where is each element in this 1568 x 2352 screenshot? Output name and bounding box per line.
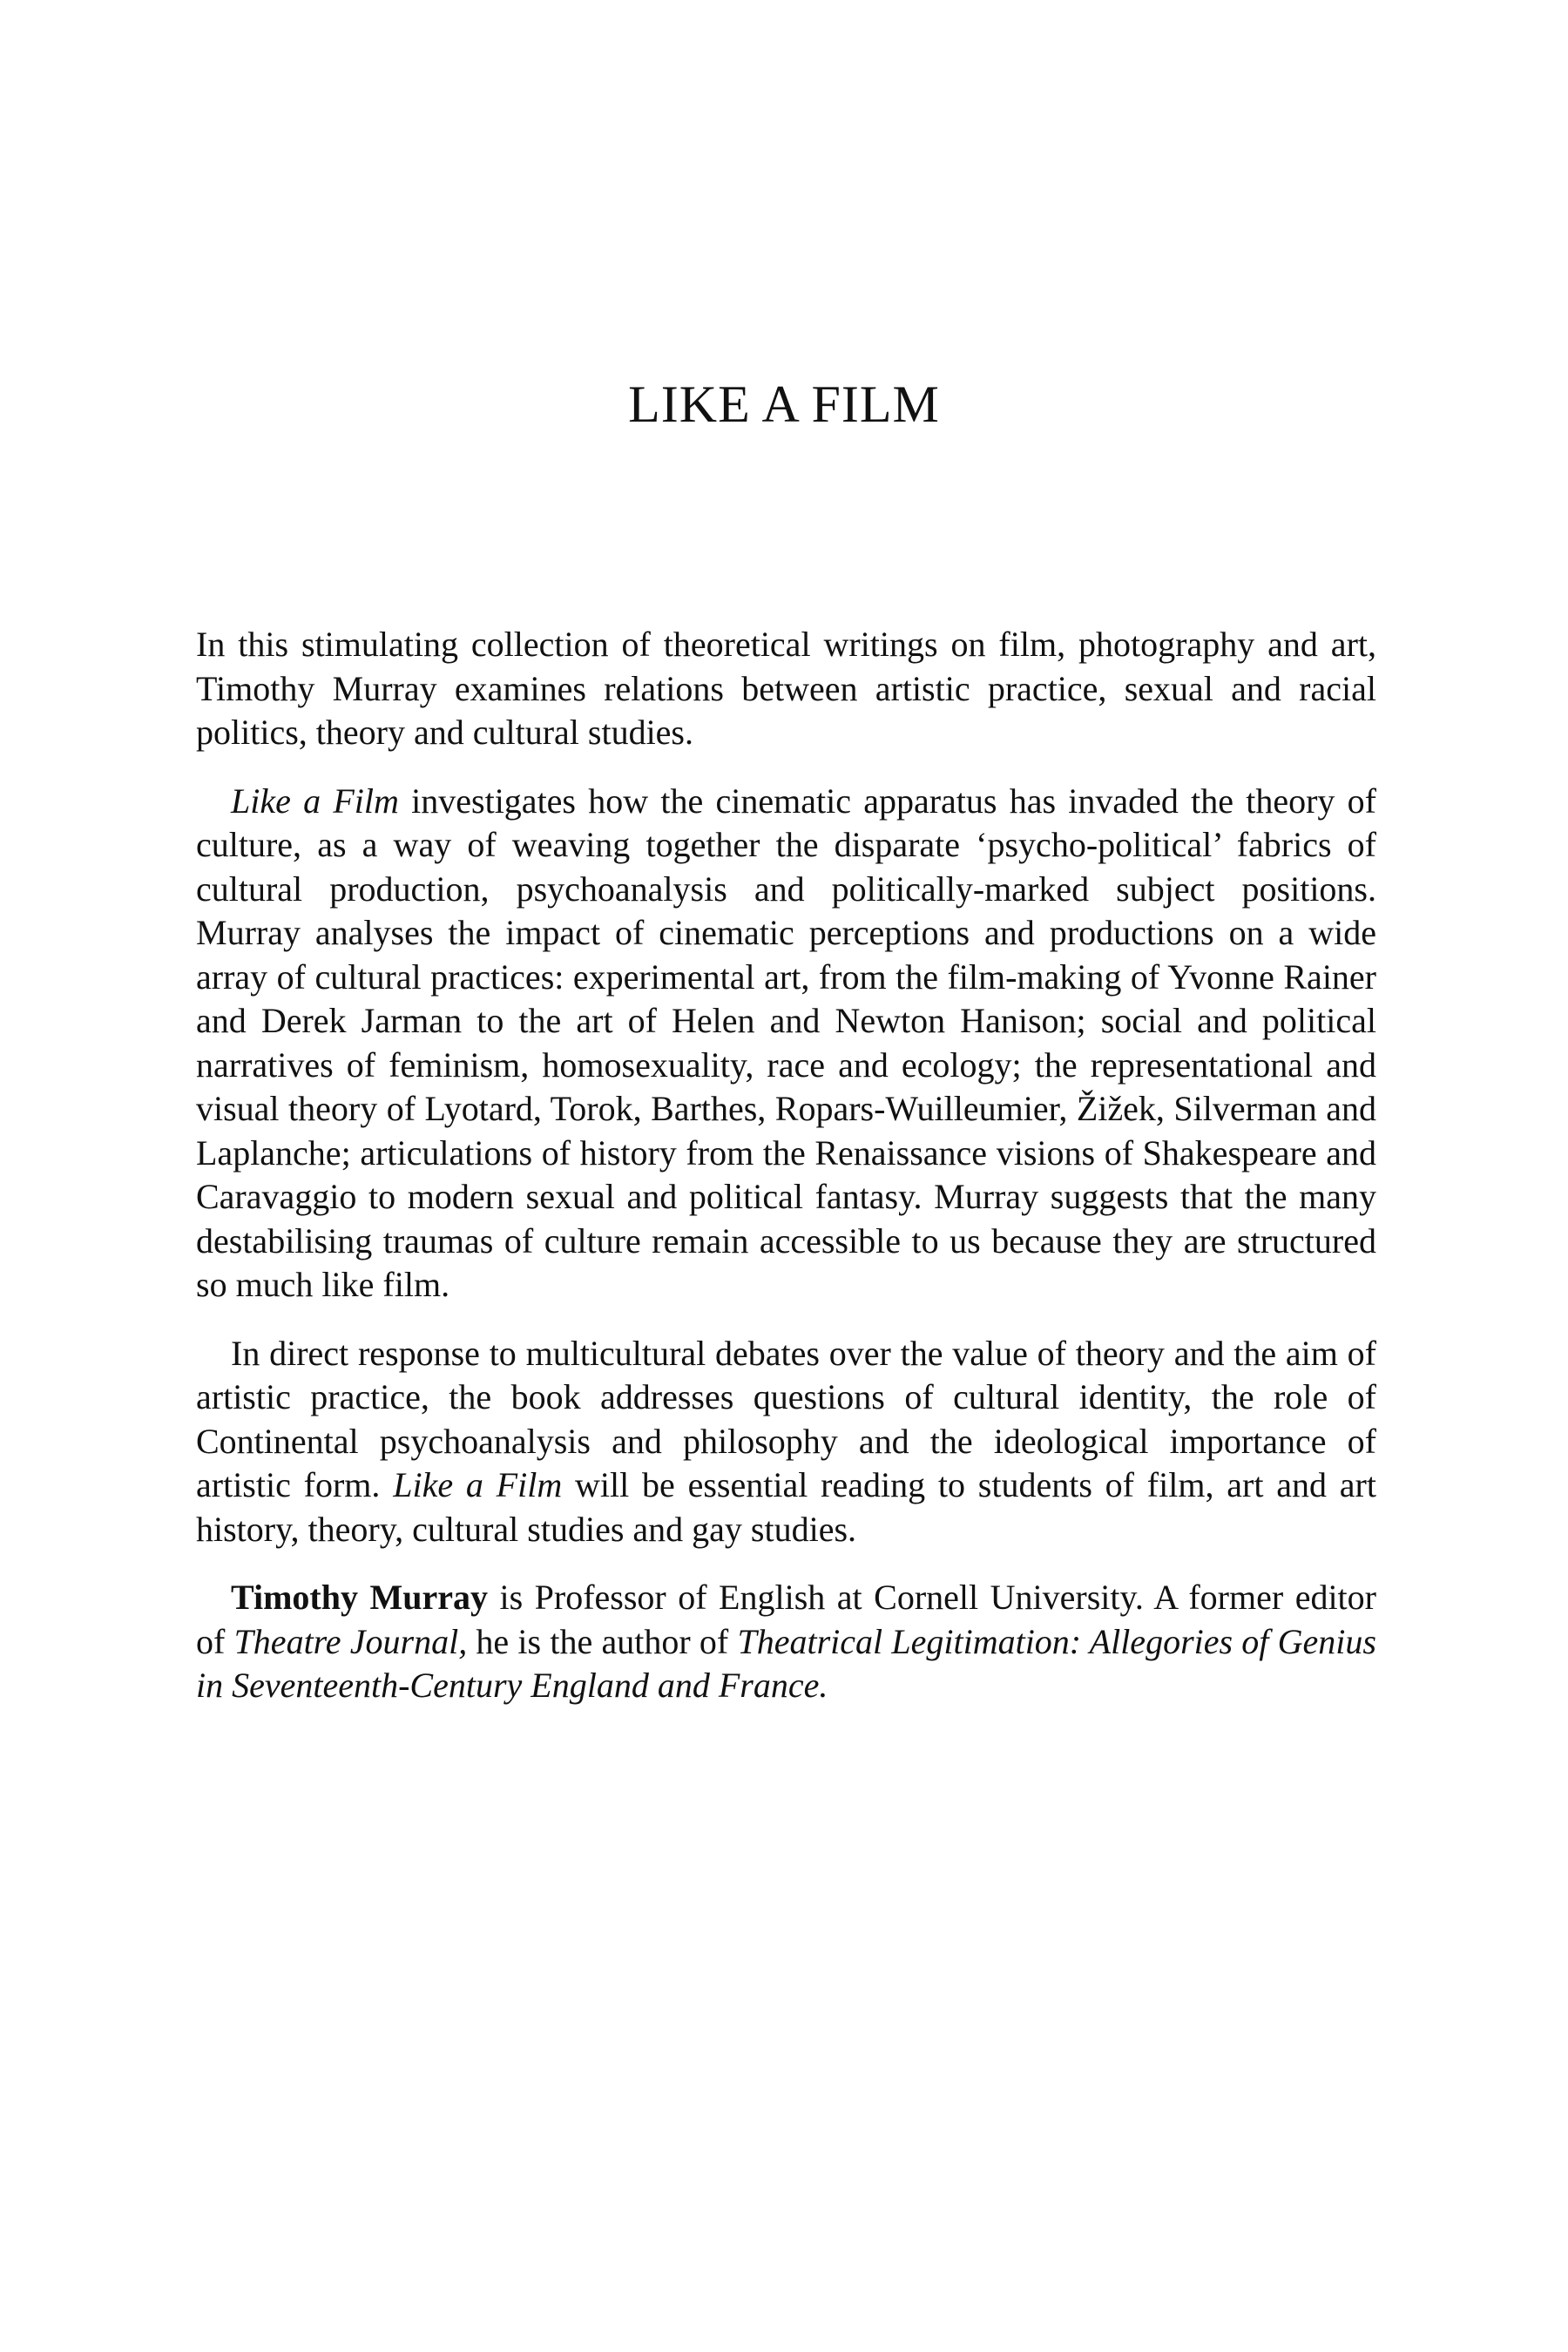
- author-name: Timothy Murray: [231, 1578, 488, 1617]
- previous-book-title: Theatrical Legitimation: Allegories of Genius in Seventeenth-Century England and France.: [196, 1621, 1376, 1705]
- paragraph-description-text: investigates how the cinematic apparatus has invaded the theory of culture, as a way of weaving together the disparate ‘psycho-political’ fabrics of cultural production, psychoanalysis and politically-marked subject positions. Murray analyses the impact of cinematic perceptions and productions on a wide array of cultural practices: experimental art, from the film-making of Yvonne Rainer and Derek Jarman to the art of Helen and Newton Hanison; social and political narratives of feminism, homosexuality, race and ecology; the representational and visual theory of Lyotard, Torok, Barthes, Ropars-Wuilleumier, Žižek, Silverman and Laplanche; articulations of history from the Renaissance visions of Shakespeare and Caravaggio to modern sexual and political fantasy. Murray suggests that the many destabilising traumas of culture remain accessible to us because they are structured so much like film.: [196, 781, 1376, 1304]
- author-bio-text-2: he is the author of: [467, 1621, 738, 1661]
- blurb-body: [196, 623, 1376, 1733]
- paragraph-audience-text-before: In direct response to multicultural debates over the value of theory and the aim of artistic practice, the book addresses questions of cultural identity, the role of Continental psychoanalysis and philosophy and the ideological importance of artistic form.: [196, 1333, 1376, 1504]
- book-title-ref: Like a Film: [231, 781, 399, 821]
- paragraph-audience-text-after: will be essential reading to students of film, art and art history, theory, cultural studies and gay studies.: [196, 1465, 1376, 1549]
- book-title-ref: Like a Film: [393, 1465, 563, 1504]
- paragraph-description: [196, 780, 1376, 1308]
- author-bio-text-1: is Professor of English at Cornell University. A former editor of: [196, 1578, 1376, 1661]
- paragraph-audience: [196, 1332, 1376, 1552]
- page-title: LIKE A FILM: [628, 375, 940, 433]
- paragraph-author-bio: [196, 1576, 1376, 1708]
- journal-title: Theatre Journal,: [233, 1621, 468, 1661]
- paragraph-intro: In this stimulating collection of theoretical writings on film, photography and art, Timothy Murray examines relations between artistic practice, sexual and racial politics, theory and cultural studies.: [196, 625, 1376, 752]
